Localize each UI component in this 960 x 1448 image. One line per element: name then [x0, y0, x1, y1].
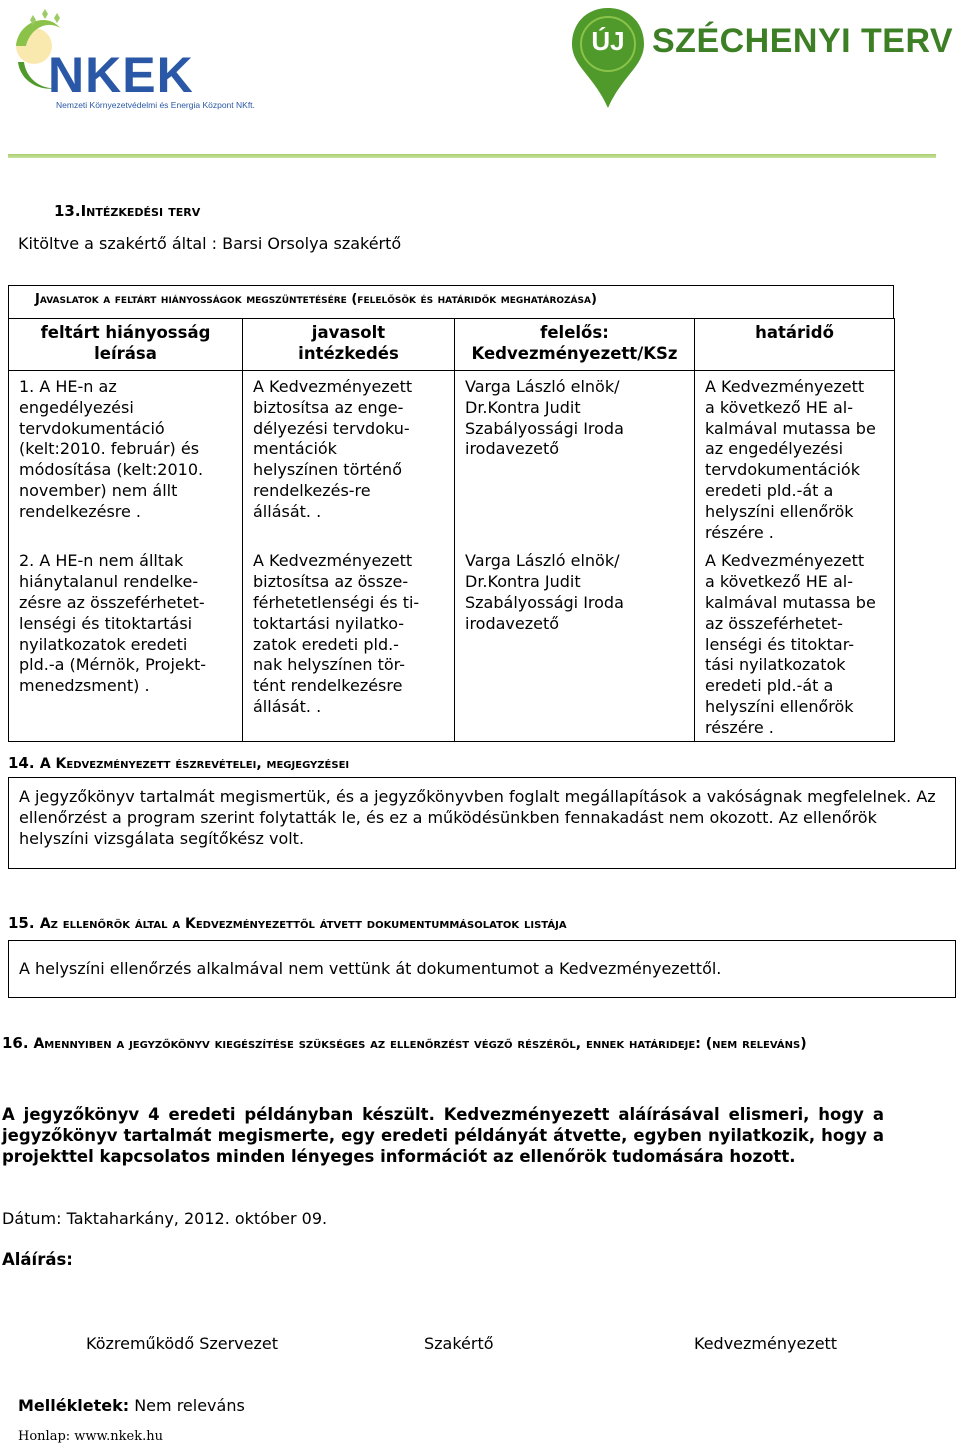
table-caption: Javaslatok a feltárt hiányosságok megszüntetésére (felelősök és határidők meghatározása)	[35, 292, 597, 307]
nkek-logo-subtitle: Nemzeti Környezetvédelmi és Energia Központ NKft.	[56, 100, 255, 110]
section-16-title: Amennyiben a jegyzőkönyv kiegészítése szükséges az ellenőrzést végző részéről, ennek határideje: (nem releváns)	[33, 1036, 807, 1052]
section-14-number: 14.	[8, 754, 35, 772]
attachments-label: Mellékletek:	[18, 1396, 130, 1415]
table-row	[9, 545, 895, 741]
header-divider	[8, 154, 936, 158]
table-caption-box	[8, 285, 894, 319]
section-15-heading	[8, 914, 567, 932]
szechenyi-terv-logo	[568, 4, 954, 112]
closing-statement: A jegyzőkönyv 4 eredeti példányban készült. Kedvezményezett aláírásával elismeri, hogy a jegyzőkönyv tartalmát megismerte, egy eredeti példányát átvette, egyben nyilatkozik, hogy a projekttel kapcsolatos minden lényeges információt az ellenőrök tudomására hozott.	[2, 1105, 884, 1166]
row2-action: A Kedvezményezett biztosítsa az össze- férhetetlenségi és ti- toktartási nyilatko- zatok eredeti pld.- nak helyszínen tör- tént rendelkezésre állását. .	[243, 545, 455, 741]
table-row	[9, 371, 895, 546]
attachments-line	[18, 1396, 245, 1415]
signatory-intermediate-body: Közreműködő Szervezet	[86, 1334, 278, 1353]
header-issue: feltárt hiányosság leírása	[9, 319, 243, 371]
section-15-box	[8, 940, 956, 998]
filled-by-line: Kitöltve a szakértő által : Barsi Orsolya szakértő	[18, 234, 402, 253]
section-13-title: Intézkedési terv	[80, 202, 201, 220]
section-14-comment-box	[8, 777, 956, 869]
section-16-number: 16.	[2, 1034, 29, 1052]
website-footer: Honlap: www.nkek.hu	[18, 1429, 163, 1444]
szechenyi-pin-icon	[568, 4, 648, 112]
date-line: Dátum: Taktaharkány, 2012. október 09.	[2, 1209, 328, 1228]
action-plan-table	[8, 318, 895, 742]
row2-responsible: Varga László elnök/ Dr.Kontra Judit Szabályossági Iroda irodavezető	[455, 545, 695, 741]
row2-issue: 2. A HE-n nem álltak hiánytalanul rendelke- zésre az összeférhetet- lenségi és titoktartási nyilatkozatok eredeti pld.-a (Mérnök, Projekt- menedzsment) .	[9, 545, 243, 741]
table-header-row	[9, 319, 895, 371]
row1-responsible: Varga László elnök/ Dr.Kontra Judit Szabályossági Iroda irodavezető	[455, 371, 695, 546]
header-responsible: felelős: Kedvezményezett/KSz	[455, 319, 695, 371]
row1-action: A Kedvezményezett biztosítsa az enge- délyezési tervdoku- mentációk helyszínen történő rendelkezés-re állását. .	[243, 371, 455, 546]
nkek-logo-text: NKEK	[48, 47, 194, 103]
szechenyi-logo-text: SZÉCHENYI TERV	[652, 22, 954, 60]
row2-deadline: A Kedvezményezett a következő HE al- kalmával mutassa be az összeférhetet- lenségi és titoktar- tási nyilatkozatok eredeti pld.-át a helyszíni ellenőrök részére .	[695, 545, 895, 741]
section-15-text: A helyszíni ellenőrzés alkalmával nem vettünk át dokumentumot a Kedvezményezettől.	[19, 959, 722, 978]
section-13-heading	[54, 202, 200, 220]
section-15-number: 15.	[8, 914, 35, 932]
row1-issue: 1. A HE-n az engedélyezési tervdokumentáció (kelt:2010. február) és módosítása (kelt:2010. november) nem állt rendelkezésre .	[9, 371, 243, 546]
section-14-heading	[8, 754, 349, 772]
section-14-text: A jegyzőkönyv tartalmát megismertük, és a jegyzőkönyvben foglalt megállapítások a vakóságnak megfelelnek. Az ellenőrzést a program szerint folytatták le, és ez a működésünkben fennakadást nem okozott. Az ellenőrök helyszíni vizsgálata segítőkész volt.	[19, 787, 936, 848]
signatory-expert: Szakértő	[424, 1334, 494, 1353]
section-13-number: 13.	[54, 202, 81, 220]
signature-label: Aláírás:	[2, 1250, 73, 1269]
nkek-logo	[8, 6, 255, 114]
header-deadline: határidő	[695, 319, 895, 371]
header-action: javasolt intézkedés	[243, 319, 455, 371]
row1-deadline: A Kedvezményezett a következő HE al- kalmával mutassa be az engedélyezési tervdokumentációk eredeti pld.-át a helyszíni ellenőrök részére .	[695, 371, 895, 546]
attachments-value: Nem releváns	[134, 1396, 245, 1415]
section-16-heading	[2, 1031, 842, 1056]
section-14-title: A Kedvezményezett észrevételei, megjegyzései	[39, 756, 350, 772]
signatory-beneficiary: Kedvezményezett	[694, 1334, 838, 1353]
szechenyi-badge-text: ÚJ	[591, 26, 625, 56]
section-15-title: Az ellenőrök által a Kedvezményezettől átvett dokumentummásolatok listája	[39, 916, 567, 932]
